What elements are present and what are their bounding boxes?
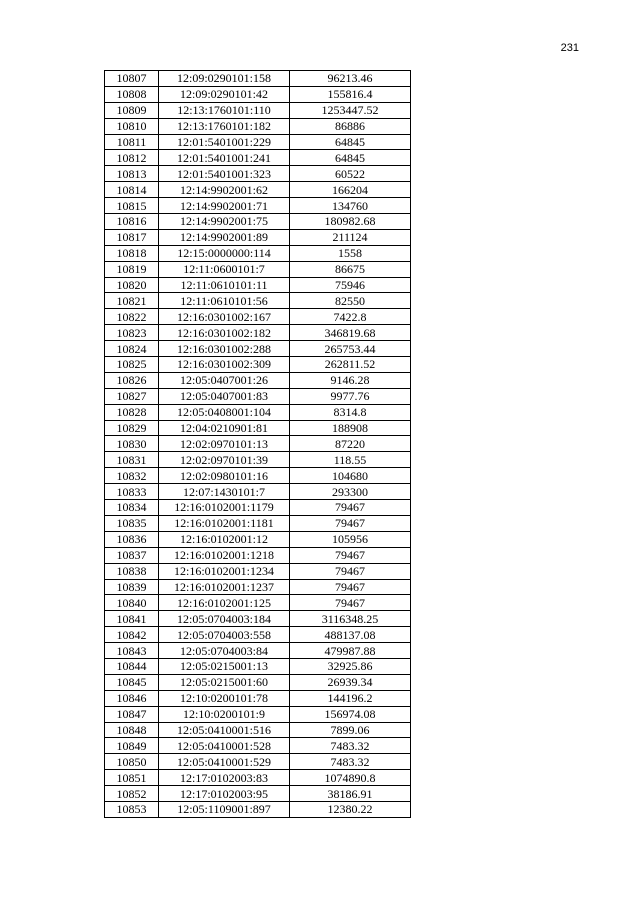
cadastral-number-cell: 12:02:0980101:16 — [159, 468, 290, 484]
cadastral-number-cell: 12:16:0301002:288 — [159, 341, 290, 357]
cadastral-number-cell: 12:16:0301002:182 — [159, 325, 290, 341]
row-number-cell: 10831 — [105, 452, 159, 468]
row-number-cell: 10826 — [105, 372, 159, 388]
cadastral-number-cell: 12:11:0610101:56 — [159, 293, 290, 309]
value-cell: 38186.91 — [290, 786, 411, 802]
row-number-cell: 10808 — [105, 86, 159, 102]
table-row — [105, 468, 411, 484]
table-row — [105, 277, 411, 293]
table-row — [105, 71, 411, 87]
value-cell: 79467 — [290, 563, 411, 579]
table-row — [105, 563, 411, 579]
row-number-cell: 10824 — [105, 341, 159, 357]
table-row — [105, 341, 411, 357]
table-row — [105, 579, 411, 595]
cadastral-number-cell: 12:05:0215001:13 — [159, 658, 290, 674]
value-cell: 86675 — [290, 261, 411, 277]
row-number-cell: 10823 — [105, 325, 159, 341]
row-number-cell: 10818 — [105, 245, 159, 261]
table-row — [105, 118, 411, 134]
table-row — [105, 214, 411, 230]
value-cell: 12380.22 — [290, 801, 411, 817]
row-number-cell: 10829 — [105, 420, 159, 436]
row-number-cell: 10815 — [105, 198, 159, 214]
value-cell: 7422.8 — [290, 309, 411, 325]
row-number-cell: 10847 — [105, 706, 159, 722]
table-row — [105, 801, 411, 817]
row-number-cell: 10830 — [105, 436, 159, 452]
value-cell: 79467 — [290, 515, 411, 531]
value-cell: 26939.34 — [290, 674, 411, 690]
page-number: 231 — [560, 42, 579, 54]
cadastral-number-cell: 12:16:0102001:125 — [159, 595, 290, 611]
value-cell: 64845 — [290, 134, 411, 150]
cadastral-number-cell: 12:09:0290101:158 — [159, 71, 290, 87]
cadastral-number-cell: 12:11:0600101:7 — [159, 261, 290, 277]
value-cell: 118.55 — [290, 452, 411, 468]
cadastral-number-cell: 12:05:0704003:558 — [159, 627, 290, 643]
value-cell: 86886 — [290, 118, 411, 134]
cadastral-number-cell: 12:01:5401001:241 — [159, 150, 290, 166]
row-number-cell: 10841 — [105, 611, 159, 627]
cadastral-number-cell: 12:09:0290101:42 — [159, 86, 290, 102]
cadastral-number-cell: 12:01:5401001:323 — [159, 166, 290, 182]
value-cell: 79467 — [290, 579, 411, 595]
table-row — [105, 754, 411, 770]
table-row — [105, 690, 411, 706]
table-row — [105, 229, 411, 245]
table-row — [105, 500, 411, 516]
row-number-cell: 10817 — [105, 229, 159, 245]
row-number-cell: 10811 — [105, 134, 159, 150]
cadastral-number-cell: 12:02:0970101:39 — [159, 452, 290, 468]
value-cell: 96213.46 — [290, 71, 411, 87]
row-number-cell: 10819 — [105, 261, 159, 277]
value-cell: 188908 — [290, 420, 411, 436]
value-cell: 265753.44 — [290, 341, 411, 357]
row-number-cell: 10816 — [105, 214, 159, 230]
cadastral-number-cell: 12:04:0210901:81 — [159, 420, 290, 436]
row-number-cell: 10809 — [105, 102, 159, 118]
value-cell: 79467 — [290, 547, 411, 563]
table-row — [105, 770, 411, 786]
row-number-cell: 10842 — [105, 627, 159, 643]
table-row — [105, 722, 411, 738]
row-number-cell: 10813 — [105, 166, 159, 182]
table-row — [105, 786, 411, 802]
cadastral-number-cell: 12:13:1760101:110 — [159, 102, 290, 118]
value-cell: 166204 — [290, 182, 411, 198]
value-cell: 144196.2 — [290, 690, 411, 706]
table-row — [105, 611, 411, 627]
value-cell: 180982.68 — [290, 214, 411, 230]
cadastral-number-cell: 12:05:0410001:529 — [159, 754, 290, 770]
row-number-cell: 10839 — [105, 579, 159, 595]
cadastral-number-cell: 12:14:9902001:71 — [159, 198, 290, 214]
value-cell: 211124 — [290, 229, 411, 245]
value-cell: 105956 — [290, 531, 411, 547]
row-number-cell: 10836 — [105, 531, 159, 547]
value-cell: 7483.32 — [290, 738, 411, 754]
cadastral-number-cell: 12:16:0301002:309 — [159, 357, 290, 373]
value-cell: 479987.88 — [290, 643, 411, 659]
table-row — [105, 198, 411, 214]
value-cell: 7483.32 — [290, 754, 411, 770]
row-number-cell: 10837 — [105, 547, 159, 563]
cadastral-number-cell: 12:07:1430101:7 — [159, 484, 290, 500]
table-row — [105, 245, 411, 261]
row-number-cell: 10846 — [105, 690, 159, 706]
cadastral-number-cell: 12:05:0704003:184 — [159, 611, 290, 627]
value-cell: 32925.86 — [290, 658, 411, 674]
value-cell: 134760 — [290, 198, 411, 214]
table-row — [105, 484, 411, 500]
row-number-cell: 10820 — [105, 277, 159, 293]
table-row — [105, 134, 411, 150]
row-number-cell: 10849 — [105, 738, 159, 754]
table-row — [105, 102, 411, 118]
row-number-cell: 10822 — [105, 309, 159, 325]
value-cell: 293300 — [290, 484, 411, 500]
value-cell: 8314.8 — [290, 404, 411, 420]
table-row — [105, 643, 411, 659]
row-number-cell: 10853 — [105, 801, 159, 817]
cadastral-number-cell: 12:15:0000000:114 — [159, 245, 290, 261]
cadastral-number-cell: 12:11:0610101:11 — [159, 277, 290, 293]
value-cell: 346819.68 — [290, 325, 411, 341]
row-number-cell: 10827 — [105, 388, 159, 404]
table-row — [105, 658, 411, 674]
row-number-cell: 10845 — [105, 674, 159, 690]
row-number-cell: 10812 — [105, 150, 159, 166]
table-row — [105, 309, 411, 325]
table-row — [105, 452, 411, 468]
row-number-cell: 10850 — [105, 754, 159, 770]
row-number-cell: 10807 — [105, 71, 159, 87]
cadastral-number-cell: 12:16:0102001:12 — [159, 531, 290, 547]
row-number-cell: 10828 — [105, 404, 159, 420]
table-row — [105, 627, 411, 643]
cadastral-number-cell: 12:05:0410001:516 — [159, 722, 290, 738]
value-cell: 104680 — [290, 468, 411, 484]
row-number-cell: 10844 — [105, 658, 159, 674]
table-row — [105, 436, 411, 452]
value-cell: 7899.06 — [290, 722, 411, 738]
row-number-cell: 10834 — [105, 500, 159, 516]
value-cell: 9977.76 — [290, 388, 411, 404]
value-cell: 1074890.8 — [290, 770, 411, 786]
row-number-cell: 10852 — [105, 786, 159, 802]
table-body — [105, 71, 411, 818]
cadastral-number-cell: 12:17:0102003:83 — [159, 770, 290, 786]
value-cell: 79467 — [290, 595, 411, 611]
row-number-cell: 10838 — [105, 563, 159, 579]
data-table — [104, 70, 411, 818]
table-row — [105, 150, 411, 166]
cadastral-number-cell: 12:14:9902001:89 — [159, 229, 290, 245]
cadastral-number-cell: 12:10:0200101:9 — [159, 706, 290, 722]
cadastral-number-cell: 12:10:0200101:78 — [159, 690, 290, 706]
cadastral-number-cell: 12:02:0970101:13 — [159, 436, 290, 452]
cadastral-number-cell: 12:16:0102001:1218 — [159, 547, 290, 563]
value-cell: 9146.28 — [290, 372, 411, 388]
value-cell: 1253447.52 — [290, 102, 411, 118]
value-cell: 262811.52 — [290, 357, 411, 373]
table-row — [105, 531, 411, 547]
cadastral-number-cell: 12:17:0102003:95 — [159, 786, 290, 802]
table-row — [105, 420, 411, 436]
cadastral-number-cell: 12:16:0301002:167 — [159, 309, 290, 325]
value-cell: 155816.4 — [290, 86, 411, 102]
cadastral-number-cell: 12:14:9902001:75 — [159, 214, 290, 230]
table-row — [105, 706, 411, 722]
value-cell: 75946 — [290, 277, 411, 293]
cadastral-number-cell: 12:01:5401001:229 — [159, 134, 290, 150]
cadastral-number-cell: 12:05:0407001:83 — [159, 388, 290, 404]
row-number-cell: 10832 — [105, 468, 159, 484]
cadastral-number-cell: 12:14:9902001:62 — [159, 182, 290, 198]
row-number-cell: 10833 — [105, 484, 159, 500]
table-row — [105, 738, 411, 754]
cadastral-number-cell: 12:05:0410001:528 — [159, 738, 290, 754]
table-row — [105, 166, 411, 182]
row-number-cell: 10848 — [105, 722, 159, 738]
cadastral-number-cell: 12:05:0407001:26 — [159, 372, 290, 388]
cadastral-number-cell: 12:13:1760101:182 — [159, 118, 290, 134]
cadastral-number-cell: 12:05:0704003:84 — [159, 643, 290, 659]
value-cell: 79467 — [290, 500, 411, 516]
cadastral-number-cell: 12:16:0102001:1181 — [159, 515, 290, 531]
table-row — [105, 86, 411, 102]
row-number-cell: 10821 — [105, 293, 159, 309]
row-number-cell: 10825 — [105, 357, 159, 373]
value-cell: 82550 — [290, 293, 411, 309]
value-cell: 488137.08 — [290, 627, 411, 643]
value-cell: 1558 — [290, 245, 411, 261]
table-row — [105, 674, 411, 690]
table-row — [105, 357, 411, 373]
table-row — [105, 515, 411, 531]
table-row — [105, 404, 411, 420]
table-row — [105, 388, 411, 404]
table-row — [105, 261, 411, 277]
value-cell: 64845 — [290, 150, 411, 166]
cadastral-number-cell: 12:16:0102001:1179 — [159, 500, 290, 516]
row-number-cell: 10851 — [105, 770, 159, 786]
cadastral-number-cell: 12:05:0408001:104 — [159, 404, 290, 420]
table-row — [105, 547, 411, 563]
table-row — [105, 595, 411, 611]
table-row — [105, 325, 411, 341]
cadastral-number-cell: 12:16:0102001:1234 — [159, 563, 290, 579]
row-number-cell: 10840 — [105, 595, 159, 611]
value-cell: 3116348.25 — [290, 611, 411, 627]
row-number-cell: 10835 — [105, 515, 159, 531]
cadastral-number-cell: 12:05:1109001:897 — [159, 801, 290, 817]
table-row — [105, 293, 411, 309]
value-cell: 60522 — [290, 166, 411, 182]
value-cell: 87220 — [290, 436, 411, 452]
table-row — [105, 182, 411, 198]
row-number-cell: 10814 — [105, 182, 159, 198]
cadastral-number-cell: 12:05:0215001:60 — [159, 674, 290, 690]
row-number-cell: 10810 — [105, 118, 159, 134]
table-row — [105, 372, 411, 388]
cadastral-number-cell: 12:16:0102001:1237 — [159, 579, 290, 595]
value-cell: 156974.08 — [290, 706, 411, 722]
row-number-cell: 10843 — [105, 643, 159, 659]
